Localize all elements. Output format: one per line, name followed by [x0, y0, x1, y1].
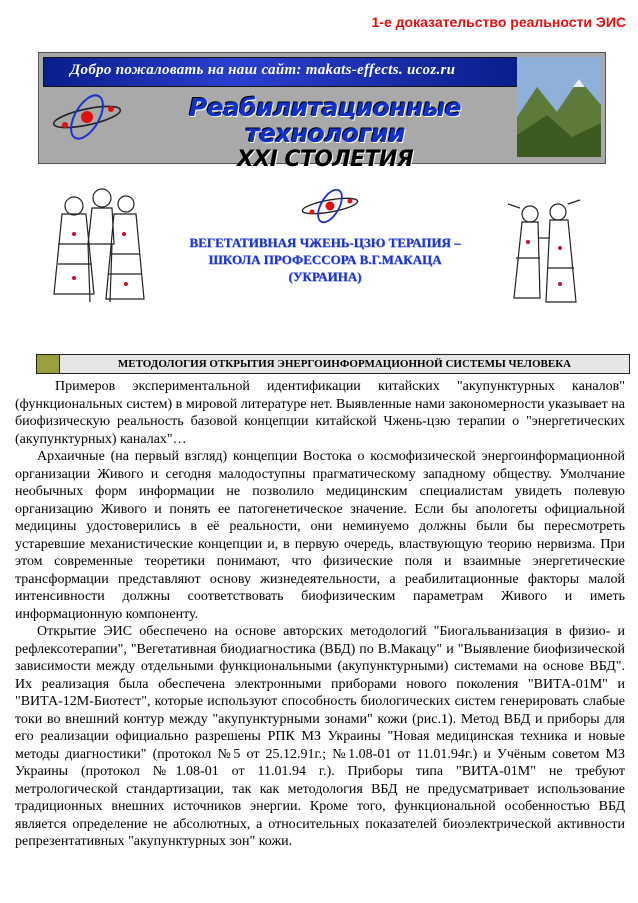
atom-logo-icon — [47, 89, 127, 150]
welcome-strip[interactable] — [43, 57, 519, 87]
school-line-2: ШКОЛА ПРОФЕССОРА В.Г.МАКАЦА — [208, 252, 442, 267]
document-title: 1-е доказательство реальности ЭИС — [371, 14, 626, 30]
section-heading-bar — [36, 354, 630, 374]
mountain-photo-icon — [517, 57, 601, 157]
article-paragraph-2: Архаичные (на первый взгляд) концепции Востока о космофизической энергоинформационной организации Живого и сегодня малодоступны прагматическому западному обществу. Умолчание необычных форм информации не позволило медицинским специалистам увидеть полевую организацию Живого и понять ее патогенетическое значение. Если бы апологеты официальной медицины удостоверились в её реальности, они неминуемо должны были бы пересмотреть устаревшие механистические концепции и, в первую очередь, властвующую теорию нервизма. При этом современные теоретики понимают, что физические поля и взаимные энергетические трансформации представляют основу жизнедеятельности, а реабилитационные факторы малой интенсивности должны соответствовать биофизическим параметрам Живого и иметь информационную компоненту. — [15, 449, 625, 622]
banner-line-1: Реабилитационные технологии — [188, 93, 462, 148]
article-body — [15, 378, 625, 851]
folk-dancers-illustration — [44, 184, 154, 319]
school-line-1: ВЕГЕТАТИВНАЯ ЧЖЕНЬ-ЦЗЮ ТЕРАПИЯ – — [189, 235, 461, 250]
article-paragraph-3: Открытие ЭИС обеспечено на основе авторских методологий "Биогальванизация в физио- и рефлексотерапии", "Вегетативная биодиагностика (ВБД) по В.Макацу" и "Выявление биофизической зависимости между отдельными функциональными (акупунктурными) системами на основе ВБД". Их реализация была обеспечена электронными приборами нового поколения "ВИТА-01М" и "ВИТА-12М-Биотест", которые используют способность биологических систем генерировать слабые токи во внешний контур между "акупунктурными зонами" кожи (рис.1). Метод ВБД и приборы для его реализации официально разрешены РПК МЗ Украины "Новая медицинская техника и новые методы диагностики" (протокол №5 от 25.12.91г.; №1.08-01 от 11.01.94г.) и Учёным советом МЗ Украины (протокол №1.08-01 от 11.01.94 г.). Приборы типа "ВИТА-01М" не требуют метрологической стандартизации, так как методология ВБД не предусматривает использование традиционных внешних источников энергии. Кроме того, функциональной особенностью ВБД является определение не абсолютных, а относительных показателей биоэлектрической активности репрезентативных "акупунктурных зон" кожи. — [15, 624, 625, 849]
site-banner[interactable] — [38, 52, 606, 172]
school-subtitle — [160, 234, 490, 285]
banner-heading — [135, 95, 515, 173]
atom-emblem-icon — [298, 186, 362, 231]
section-heading: МЕТОДОЛОГИЯ ОТКРЫТИЯ ЭНЕРГОИНФОРМАЦИОННОЙ СИСТЕМЫ ЧЕЛОВЕКА — [117, 358, 572, 370]
section-accent — [37, 355, 60, 373]
banner-line-2: XXI СТОЛЕТИЯ — [236, 147, 414, 172]
article-paragraph-1: Примеров экспериментальной идентификации китайских "акупунктурных каналов" (функциональных систем) в мировой литературе нет. Выявленные нами закономерности указывает на биофизическую реальность базовой концепции китайской Чжень-цзю терапии о "энергетических (акупунктурных) каналах"… — [15, 379, 625, 447]
folk-couple-illustration — [500, 198, 590, 315]
welcome-text: Добро пожаловать на наш сайт: makats-effects. ucoz.ru — [70, 62, 456, 78]
school-line-3: (УКРАИНА) — [288, 269, 362, 284]
